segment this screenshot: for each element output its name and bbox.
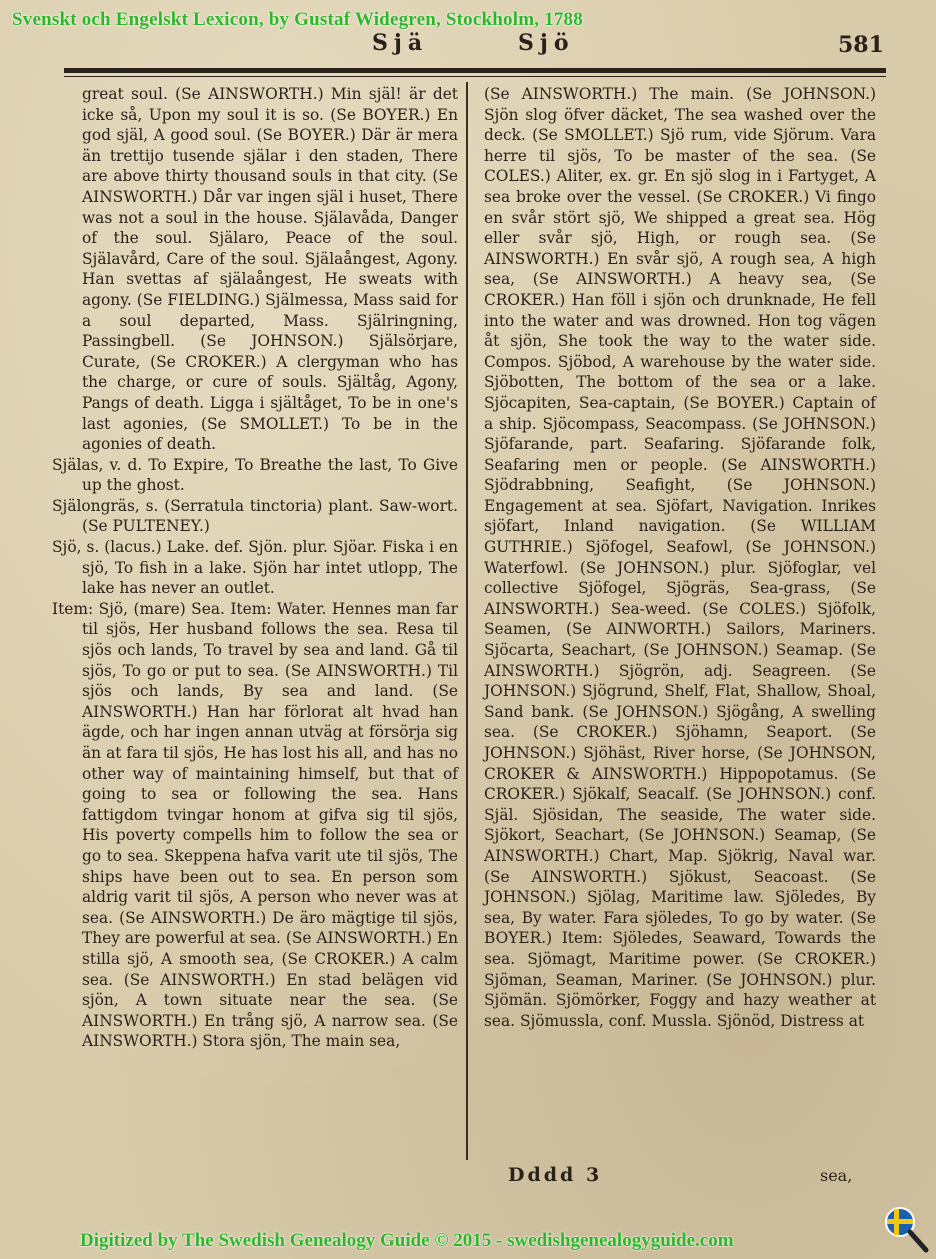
entry-paragraph: Själas, v. d. To Expire, To Breathe the last, To Give up the ghost. xyxy=(52,455,458,495)
entry-paragraph: Själongräs, s. (Serratula tinctoria) plant. Saw-wort. (Se PULTENEY.) xyxy=(52,496,458,536)
running-head-left: Sjä xyxy=(372,30,429,56)
entry-paragraph: Sjö, s. (lacus.) Lake. def. Sjön. plur. Sjöar. Fiska i en sjö, To fish in a lake. Sjön har intet utlopp, The lake has never an outlet. xyxy=(52,538,458,598)
catchword: sea, xyxy=(820,1166,853,1185)
right-column xyxy=(484,84,876,1031)
signature-mark: Dddd 3 xyxy=(508,1164,603,1186)
digitizer-banner: Svenskt och Engelskt Lexicon, by Gustaf Widegren, Stockholm, 1788 xyxy=(12,9,583,30)
entry-paragraph: Item: Sjö, (mare) Sea. Item: Water. Hennes man far til sjös, Her husband follows the sea. Resa til sjös och lands, To travel by sea and land. Gå til sjös, To go or put to sea. (Se AINSWORTH.) Til sjös och lands, By sea and land. (Se AINSWORTH.) Han har förlorat alt hvad han ägde, och har ingen annan utväg at försörja sig än at fara til sjös, He has lost his all, and has no other way of maintaining himself, but that of going to sea or following the sea. Hans fattigdom tvingar honom at gifva sig til sjös, His poverty compells him to follow the sea or go to sea. Skeppena hafva varit ute til sjös, The ships have been out to sea. En person som aldrig varit til sjös, A person who never was at sea. (Se AINSWORTH.) De äro mägtige til sjös, They are powerful at sea. (Se AINSWORTH.) En stilla sjö, A smooth sea, (Se CROKER.) A calm sea. (Se AINSWORTH.) En stad belägen vid sjön, A town situate near the sea. (Se AINSWORTH.) En trång sjö, A narrow sea. (Se AINSWORTH.) Stora sjön, The main sea, xyxy=(52,599,458,1051)
left-column xyxy=(52,84,458,1052)
header-rule-thin xyxy=(64,76,886,77)
entry-paragraph: great soul. (Se AINSWORTH.) Min själ! är det icke så, Upon my soul it is so. (Se BOYER.) En god själ, A good soul. (Se BOYER.) Där är mera än trettijo tusende själar i den staden, There are above thirty thousand souls in that city. (Se AINSWORTH.) Dår var ingen själ i huset, There was not a soul in the house. Själavåda, Danger of the soul. Själaro, Peace of the soul. Själavård, Care of the soul. Själaångest, Agony. Han svettas af själaångest, He sweats with agony. (Se FIELDING.) Själmessa, Mass said for a soul departed, Mass. Själringning, Passingbell. (Se JOHNSON.) Själsörjare, Curate, (Se CROKER.) A clergyman who has the charge, or cure of souls. Själtåg, Agony, Pangs of death. Ligga i själtåget, To be in one's last agonies, (Se SMOLLET.) To be in the agonies of death. xyxy=(82,85,458,454)
digitizer-footer: Digitized by The Swedish Genealogy Guide © 2015 - swedishgenealogyguide.com xyxy=(80,1230,734,1251)
page-number: 581 xyxy=(838,32,884,58)
entry-paragraph: (Se AINSWORTH.) The main. (Se JOHNSON.) Sjön slog öfver däcket, The sea washed over the deck. (Se SMOLLET.) Sjö rum, vide Sjörum. Vara herre til sjös, To be master of the sea. (Se COLES.) Aliter, ex. gr. En sjö slog in i Fartyget, A sea broke over the vessel. (Se CROKER.) Vi fingo en svår stört sjö, We shipped a great sea. Hög eller svår sjö, High, or rough sea. (Se AINSWORTH.) En svår sjö, A rough sea, A high sea, (Se AINSWORTH.) A heavy sea, (Se CROKER.) Han föll i sjön och drunknade, He fell into the water and was drowned. Hon tog vägen åt sjön, She took the way to the water side. Compos. Sjöbod, A warehouse by the water side. Sjöbotten, The bottom of the sea or a lake. Sjöcapiten, Sea-captain, (Se BOYER.) Captain of a ship. Sjöcompass, Seacompass. (Se JOHNSON.) Sjöfarande, part. Seafaring. Sjöfarande folk, Seafaring men or people. (Se AINSWORTH.) Sjödrabbning, Seafight, (Se JOHNSON.) Engagement at sea. Sjöfart, Navigation. Inrikes sjöfart, Inland navigation. (Se WILLIAM GUTHRIE.) Sjöfogel, Seafowl, (Se JOHNSON.) Waterfowl. (Se JOHNSON.) plur. Sjöfoglar, vel collective Sjöfogel, Sjögräs, Sea-grass, (Se AINSWORTH.) Sea-weed. (Se COLES.) Sjöfolk, Seamen, (Se AINWORTH.) Sailors, Mariners. Sjöcarta, Seachart, (Se JOHNSON.) Seamap. (Se AINSWORTH.) Sjögrön, adj. Seagreen. (Se JOHNSON.) Sjögrund, Shelf, Flat, Shallow, Shoal, Sand bank. (Se JOHNSON.) Sjögång, A swelling sea. (Se CROKER.) Sjöhamn, Seaport. (Se JOHNSON.) Sjöhäst, River horse, (Se JOHNSON, CROKER & AINSWORTH.) Hippopotamus. (Se CROKER.) Sjökalf, Seacalf. (Se JOHNSON.) conf. Själ. Sjösidan, The seaside, The water side. Sjökort, Seachart, (Se JOHNSON.) Seamap, (Se AINSWORTH.) Chart, Map. Sjökrig, Naval war. (Se AINSWORTH.) Sjökust, Seacoast. (Se JOHNSON.) Sjölag, Maritime law. Sjöledes, By sea, By water. Fara sjöledes, To go by water. (Se BOYER.) Item: Sjöledes, Seaward, Towards the sea. Sjömagt, Maritime power. (Se CROKER.) Sjöman, Seaman, Mariner. (Se JOHNSON.) plur. Sjömän. Sjömörker, Foggy and hazy weather at sea. Sjömussla, conf. Mussla. Sjönöd, Distress at xyxy=(484,85,876,1030)
swedish-flag-magnifier-icon xyxy=(882,1204,930,1254)
header-rule xyxy=(64,68,886,73)
running-head-right: Sjö xyxy=(518,30,575,56)
column-divider xyxy=(466,82,468,1160)
